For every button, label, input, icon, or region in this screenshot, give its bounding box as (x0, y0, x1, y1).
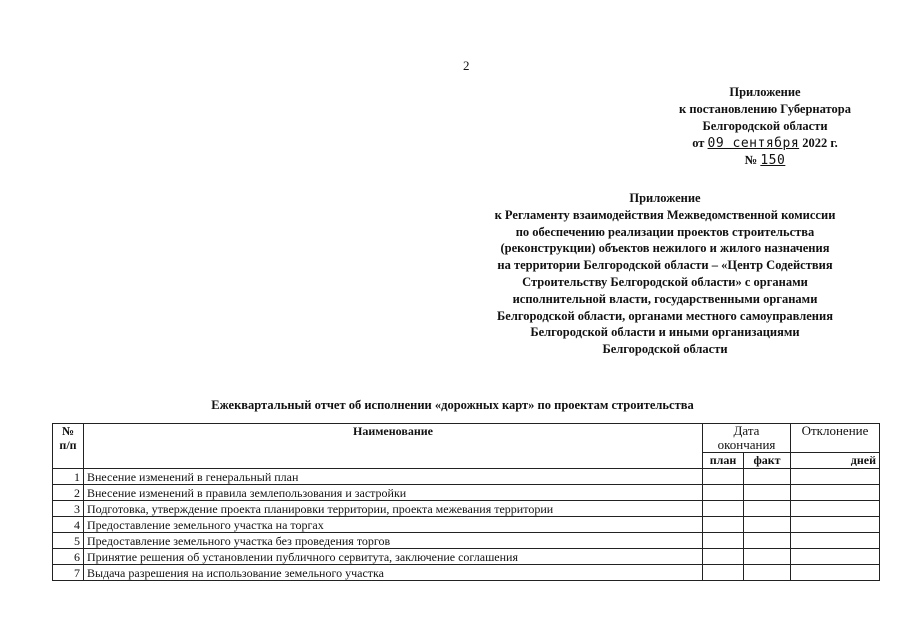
table-row (53, 485, 880, 501)
annex-regulation-line: Белгородской области и иными организациями (530, 325, 800, 340)
row-num: 6 (53, 549, 84, 565)
annex-regulation-line: Белгородской области (602, 342, 728, 357)
date-value: 09 сентября (707, 136, 800, 151)
table-row (53, 501, 880, 517)
report-title: Ежеквартальный отчет об исполнении «дорожных карт» по проектам строительства (211, 398, 694, 412)
row-name: Предоставление земельного участка без проведения торгов (84, 533, 703, 549)
row-name: Внесение изменений в генеральный план (84, 469, 703, 485)
header-plan: план (703, 453, 744, 469)
row-name: Подготовка, утверждение проекта планировки территории, проекта межевания территории (84, 501, 703, 517)
annex-regulation-line: (реконструкции) объектов нежилого и жилого назначения (500, 241, 830, 256)
date-prefix: от (692, 136, 705, 150)
page-number: 2 (463, 58, 470, 73)
annex-governor-date (640, 135, 890, 152)
row-name: Принятие решения об установлении публичного сервитута, заключение соглашения (84, 549, 703, 565)
row-num: 4 (53, 517, 84, 533)
annex-governor (640, 84, 890, 169)
annex-regulation-title: Приложение (629, 191, 701, 205)
table-row (53, 549, 880, 565)
row-fact (744, 501, 791, 517)
row-fact (744, 517, 791, 533)
row-plan (703, 485, 744, 501)
annex-governor-line1: к постановлению Губернатора (679, 102, 851, 116)
annex-governor-number (640, 152, 890, 169)
row-fact (744, 485, 791, 501)
row-name: Внесение изменений в правила землепользования и застройки (84, 485, 703, 501)
row-days (791, 469, 880, 485)
header-name: Наименование (84, 424, 703, 469)
row-num: 3 (53, 501, 84, 517)
date-suffix: 2022 г. (802, 136, 838, 150)
row-name: Предоставление земельного участка на торгах (84, 517, 703, 533)
annex-regulation-line: к Регламенту взаимодействия Межведомственной комиссии (494, 207, 836, 222)
row-days (791, 517, 880, 533)
table-row (53, 517, 880, 533)
table-row (53, 469, 880, 485)
number-value: 150 (760, 153, 786, 168)
annex-regulation-line: по обеспечению реализации проектов строительства (515, 224, 815, 239)
table-row (53, 565, 880, 581)
annex-regulation-line: Белгородской области, органами местного самоуправления (497, 308, 833, 323)
annex-governor-title: Приложение (729, 85, 801, 99)
row-fact (744, 533, 791, 549)
row-days (791, 565, 880, 581)
row-num: 7 (53, 565, 84, 581)
row-days (791, 501, 880, 517)
header-date: Дата окончания (703, 424, 791, 453)
row-plan (703, 469, 744, 485)
header-num: № п/п (53, 424, 84, 469)
annex-regulation-line: исполнительной власти, государственными органами (512, 291, 818, 306)
annex-governor-line2: Белгородской области (702, 119, 828, 133)
row-fact (744, 469, 791, 485)
row-plan (703, 565, 744, 581)
row-plan (703, 549, 744, 565)
row-plan (703, 501, 744, 517)
row-days (791, 485, 880, 501)
header-fact: факт (744, 453, 791, 469)
annex-regulation-line: на территории Белгородской области – «Центр Содействия (497, 258, 833, 273)
row-plan (703, 533, 744, 549)
row-num: 5 (53, 533, 84, 549)
annex-regulation (455, 190, 875, 358)
report-table (52, 423, 880, 581)
header-deviation: Отклонение (791, 424, 880, 453)
row-fact (744, 549, 791, 565)
number-prefix: № (744, 153, 758, 167)
row-num: 2 (53, 485, 84, 501)
row-num: 1 (53, 469, 84, 485)
table-header-row (53, 424, 880, 453)
table-row (53, 533, 880, 549)
row-days (791, 533, 880, 549)
row-fact (744, 565, 791, 581)
row-name: Выдача разрешения на использование земельного участка (84, 565, 703, 581)
header-days: дней (791, 453, 880, 469)
row-plan (703, 517, 744, 533)
row-days (791, 549, 880, 565)
annex-regulation-line: Строительству Белгородской области» с органами (522, 274, 808, 289)
